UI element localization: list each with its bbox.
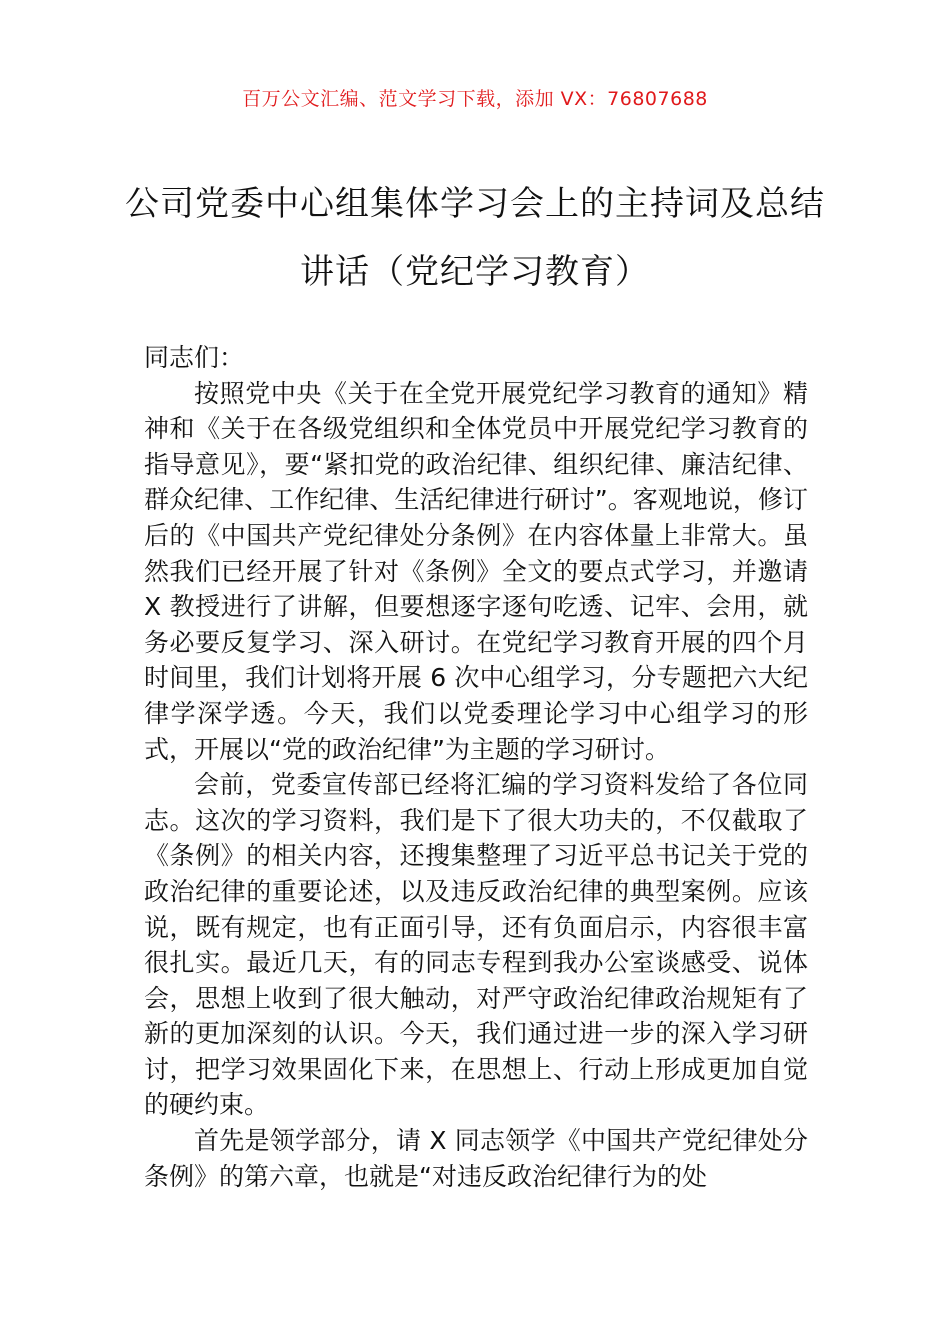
- document-body: [144, 340, 808, 1194]
- header-note: 百万公文汇编、范文学习下载，添加 VX：76807688: [242, 88, 708, 110]
- salutation: 同志们：: [144, 343, 245, 372]
- paragraph-1: 按照党中央《关于在全党开展党纪学习教育的通知》精神和《关于在各级党组织和全体党员中开展党纪学习教育的指导意见》，要“紧扣党的政治纪律、组织纪律、廉洁纪律、群众纪律、工作纪律、生活纪律进行研讨”。客观地说，修订后的《中国共产党纪律处分条例》在内容体量上非常大。虽然我们已经开展了针对《条例》全文的要点式学习，并邀请 X 教授进行了讲解，但要想逐字逐句吃透、记牢、会用，就务必要反复学习、深入研讨。在党纪学习教育开展的四个月时间里，我们计划将开展 6 次中心组学习，分专题把六大纪律学深学透。今天，我们以党委理论学习中心组学习的形式，开展以“党的政治纪律”为主题的学习研讨。: [144, 378, 808, 764]
- document-title: 公司党委中心组集体学习会上的主持词及总结讲话（党纪学习教育）: [125, 184, 825, 292]
- paragraph-2: 会前，党委宣传部已经将汇编的学习资料发给了各位同志。这次的学习资料，我们是下了很大功夫的，不仅截取了《条例》的相关内容，还搜集整理了习近平总书记关于党的政治纪律的重要论述，以及违反政治纪律的典型案例。应该说，既有规定，也有正面引导，还有负面启示，内容很丰富很扎实。最近几天，有的同志专程到我办公室谈感受、说体会，思想上收到了很大触动，对严守政治纪律政治规矩有了新的更加深刻的认识。今天，我们通过进一步的深入学习研讨，把学习效果固化下来，在思想上、行动上形成更加自觉的硬约束。: [144, 770, 808, 1120]
- paragraph-3: 首先是领学部分，请 X 同志领学《中国共产党纪律处分条例》的第六章，也就是“对违反政治纪律行为的处: [144, 1126, 808, 1191]
